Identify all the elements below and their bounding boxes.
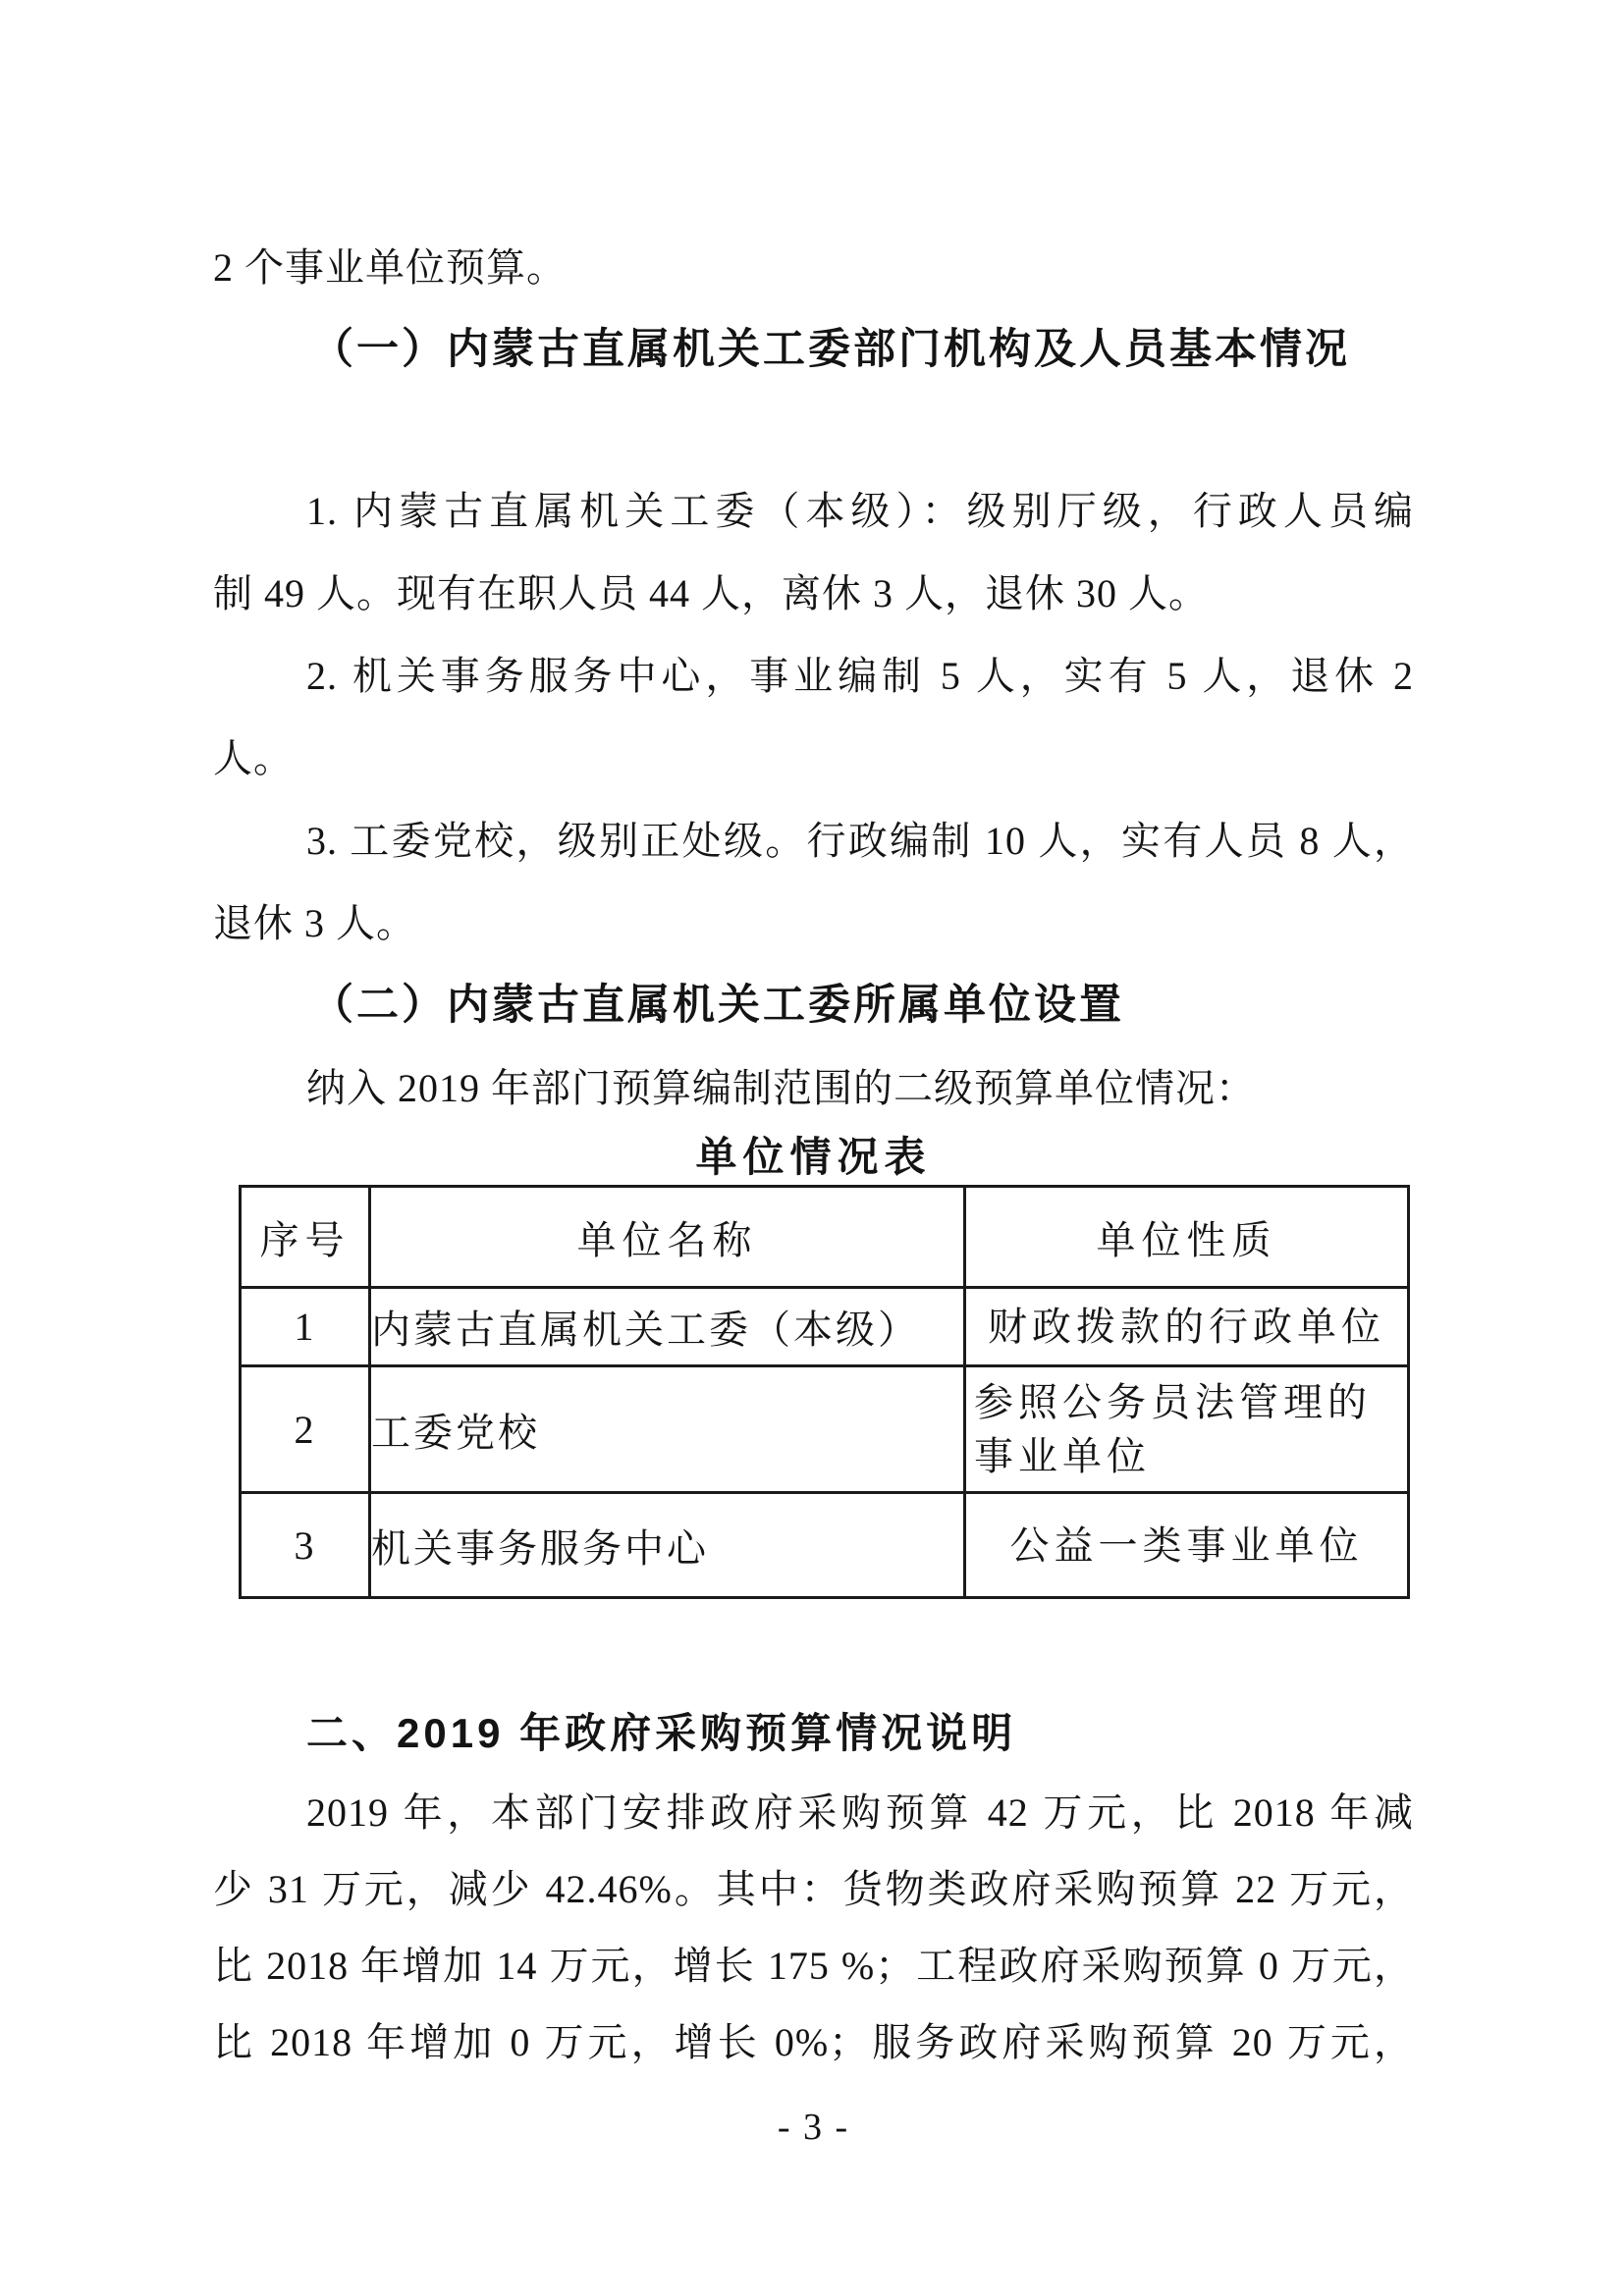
paragraph-line: 退休 3 人。: [213, 901, 416, 945]
page-number: - 3 -: [777, 2107, 850, 2148]
section1-paragraph-1: [213, 470, 1414, 635]
paragraph-line: 3. 工委党校，级别正处级。行政编制 10 人，实有人员 8 人，: [306, 819, 1414, 863]
cell-row-number: 3: [241, 1493, 370, 1598]
cell-unit-name: 工委党校: [370, 1366, 965, 1493]
paragraph-line: 少 31 万元，减少 42.46%。其中：货物类政府采购预算 22 万元，: [213, 1867, 1414, 1911]
header-cell-index: 序号: [241, 1187, 370, 1288]
cell-row-number: 2: [241, 1366, 370, 1493]
cell-unit-name: 机关事务服务中心: [370, 1493, 965, 1598]
section1-paragraph-3: [213, 800, 1414, 965]
table-row: [241, 1288, 1409, 1366]
cell-unit-name: 内蒙古直属机关工委（本级）: [370, 1288, 965, 1366]
section3-paragraph: [213, 1775, 1414, 2081]
section2-lead: 纳入 2019 年部门预算编制范围的二级预算单位情况：: [306, 1066, 1256, 1110]
table-row: [241, 1493, 1409, 1598]
section3-heading: 二、2019 年政府采购预算情况说明: [306, 1710, 1017, 1756]
paragraph-line: 2019 年，本部门安排政府采购预算 42 万元，比 2018 年减: [306, 1790, 1414, 1835]
section1-paragraph-2: [213, 635, 1414, 800]
paragraph-line: 人。: [213, 736, 294, 780]
paragraph-line: 比 2018 年增加 0 万元，增长 0%；服务政府采购预算 20 万元，: [213, 2020, 1414, 2064]
page-content: [213, 227, 1414, 2149]
section2-heading: （二）内蒙古直属机关工委所属单位设置: [311, 983, 1124, 1029]
intro-line: 2 个事业单位预算。: [213, 245, 567, 290]
units-table-title: 单位情况表: [695, 1134, 932, 1180]
paragraph-line: 比 2018 年增加 14 万元，增长 175 %；工程政府采购预算 0 万元，: [213, 1944, 1414, 1988]
cell-row-number: 1: [241, 1288, 370, 1366]
cell-unit-nature: 公益一类事业单位: [965, 1493, 1409, 1598]
table-header-row: [241, 1187, 1409, 1288]
table-row: [241, 1366, 1409, 1493]
paragraph-line: 制 49 人。现有在职人员 44 人，离休 3 人，退休 30 人。: [213, 571, 1209, 615]
cell-unit-nature: 参照公务员法管理的事业单位: [965, 1366, 1409, 1493]
section1-heading: （一）内蒙古直属机关工委部门机构及人员基本情况: [311, 327, 1350, 373]
paragraph-line: 1. 内蒙古直属机关工委（本级）：级别厅级，行政人员编: [306, 489, 1414, 533]
units-table: [239, 1185, 1410, 1599]
paragraph-line: 2. 机关事务服务中心，事业编制 5 人，实有 5 人，退休 2: [306, 654, 1414, 698]
cell-unit-nature: 财政拨款的行政单位: [965, 1288, 1409, 1366]
header-cell-unit-name: 单位名称: [370, 1187, 965, 1288]
header-cell-unit-nature: 单位性质: [965, 1187, 1409, 1288]
